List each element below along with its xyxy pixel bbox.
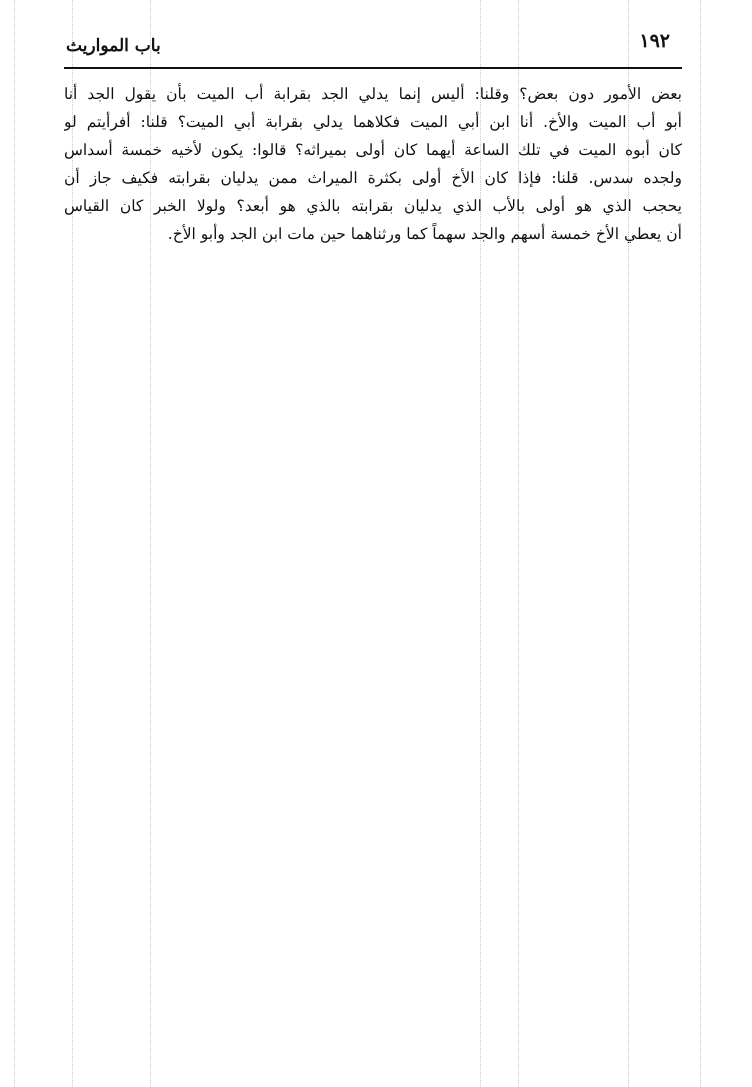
text-line: يحجب الذي هو أولى بالأب الذي يدليان بقرابته بالذي هو أبعد؟ ولولا الخبر كان القياس bbox=[64, 197, 682, 215]
text-line: ولجده سدس. قلنا: فإذا كان الأخ أولى بكثرة الميراث ممن يدليان بقرابته فكيف جاز أن bbox=[64, 169, 682, 187]
text-line: أن يعطي الأخ خمسة أسهم والجد سهماً كما ورثناهما حين مات ابن الجد وأبو الأخ. bbox=[167, 225, 682, 243]
body-paragraph bbox=[64, 80, 682, 248]
running-title: باب المواريث bbox=[66, 36, 161, 56]
text-line: كان أبوه الميت في تلك الساعة أيهما كان أولى بميراثه؟ قالوا: يكون لأخيه خمسة أسداس bbox=[64, 141, 682, 159]
page-number: ١٩٢ bbox=[639, 30, 670, 52]
scan-guide-line bbox=[700, 0, 701, 1087]
header-rule bbox=[64, 67, 682, 69]
scan-guide-line bbox=[14, 0, 15, 1087]
text-line: بعض الأمور دون بعض؟ وقلنا: أليس إنما يدلي الجد بقرابة أب الميت بأن يقول الجد أنا bbox=[64, 85, 682, 103]
text-line: أبو أب الميت والأخ. أنا ابن أبي الميت فكلاهما يدلي بقرابة أبي الميت؟ قلنا: أفرأيتم لو bbox=[64, 113, 682, 131]
page-header bbox=[62, 28, 680, 68]
